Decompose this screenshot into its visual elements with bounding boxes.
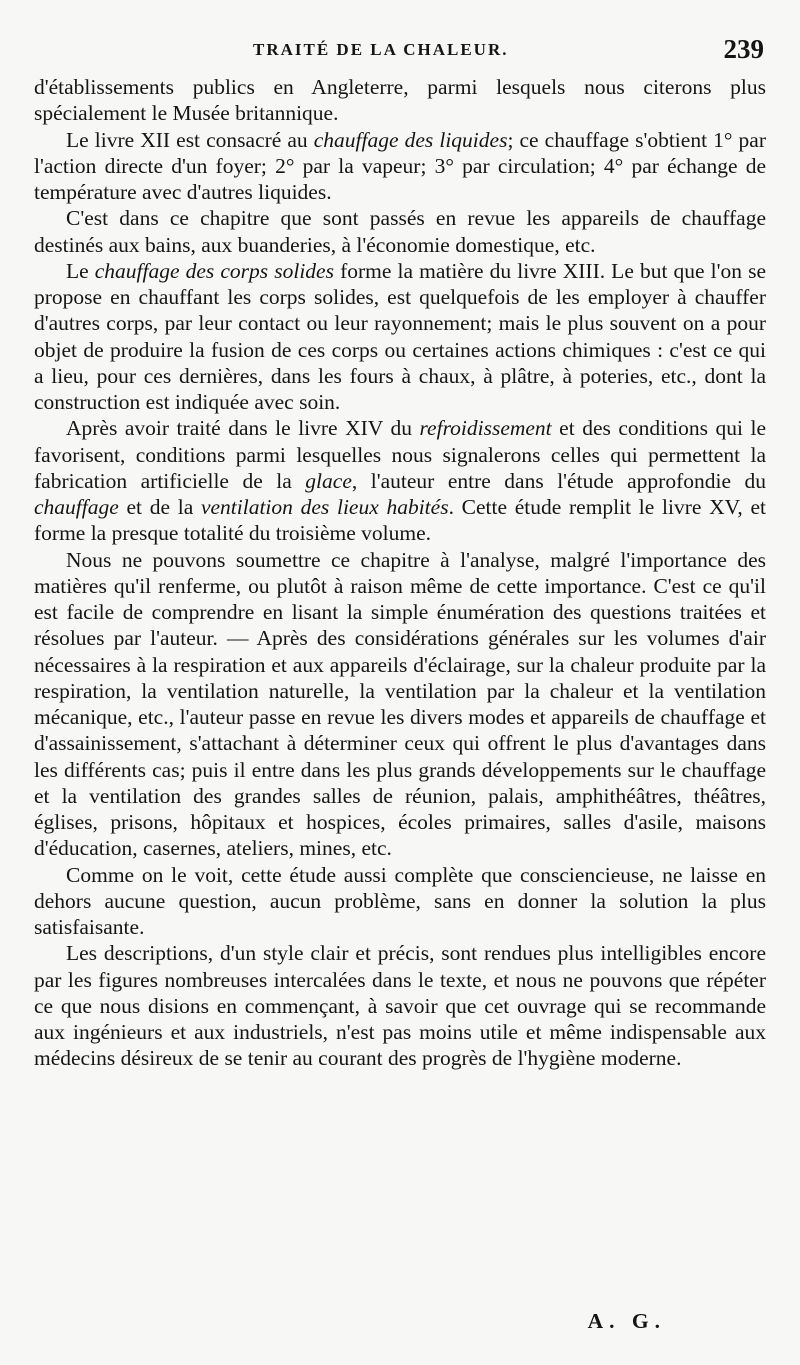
paragraph-5-emphasis-4: ventilation des lieux habités <box>200 495 449 519</box>
paragraph-5-text-a: Après avoir traité dans le livre XIV du <box>66 416 420 441</box>
author-signature: A. G. <box>587 1309 666 1333</box>
running-title: TRAITÉ DE LA CHALEUR. <box>253 40 509 59</box>
paragraph-5-text-c: , l'auteur entre dans l'étude approfondie du <box>351 468 766 493</box>
paragraph-5-emphasis-3: chauffage <box>34 495 119 519</box>
paragraph-5-text-e: . Cette étude remplit le livre XV, et forme la presque totalité du troisième volume. <box>34 495 766 546</box>
paragraph-5-emphasis-1: refroidissement <box>419 416 552 441</box>
paragraph-4-text-b: forme la matière du livre XIII. Le but que l'on se propose en chauffant les corps solides, est quelquefois de les employer à chauffer d'autres corps, par leur contact ou leur rayonnement; mais le plus souvent on a pour objet de produire la fusion de ces corps ou certaines actions chimiques : c'est ce qui a lieu, pour ces dernières, dans les fours à chaux, à plâtre, à poteries, etc., dont la construction est indiquée avec soin. <box>34 258 766 414</box>
paragraph-5 <box>34 415 766 546</box>
page-number: 239 <box>723 34 764 64</box>
paragraph-8 <box>34 940 766 1071</box>
paragraph-6 <box>34 547 766 862</box>
paragraph-4 <box>34 258 766 416</box>
paragraph-5-emphasis-2: glace <box>305 468 352 493</box>
paragraph-7-text: Comme on le voit, cette étude aussi complète que consciencieuse, ne laisse en dehors aucune question, aucun problème, sans en donner la solution la plus satisfaisante. <box>34 862 766 939</box>
paragraph-3 <box>34 205 766 258</box>
paragraph-1-text: d'établissements publics en Angleterre, parmi lesquels nous citerons plus spécialement le Musée britannique. <box>34 75 766 126</box>
paragraph-4-text-a: Le <box>66 258 95 283</box>
paragraph-6-text: Nous ne pouvons soumettre ce chapitre à l'analyse, malgré l'importance des matières qu'il renferme, ou plutôt à raison même de cette importance. C'est ce qu'il est facile de comprendre en lisant la simple énumération des questions traitées et résolues par l'auteur. — Après des considérations générales sur les volumes d'air nécessaires à la respiration et aux appareils d'éclairage, sur la chaleur produite par la respiration, la ventilation naturelle, la ventilation par la chaleur et la ventilation mécanique, etc., l'auteur passe en revue les divers modes et appareils de chauffage et d'assainissement, s'attachant à déterminer ceux qui offrent le plus d'avantages dans les différents cas; puis il entre dans les plus grands développements sur le chauffage et la ventilation des grandes salles de réunion, palais, amphithéâtres, théâtres, églises, prisons, hôpitaux et hospices, écoles primaires, salles d'asile, maisons d'éducation, casernes, ateliers, mines, etc. <box>34 547 766 861</box>
paragraph-1 <box>34 74 766 127</box>
paragraph-4-emphasis: chauffage des corps solides <box>94 258 334 283</box>
body-text <box>34 74 766 1072</box>
paragraph-5-text-d: et de la <box>118 495 201 519</box>
paragraph-3-text: C'est dans ce chapitre que sont passés en revue les appareils de chauffage destinés aux bains, aux buanderies, à l'économie domestique, etc. <box>34 206 766 257</box>
paragraph-8-text: Les descriptions, d'un style clair et précis, sont rendues plus intelligibles encore par les figures nombreuses intercalées dans le texte, et nous ne pouvons que répéter ce que nous disions en commençant, à savoir que cet ouvrage qui se recommande aux ingénieurs et aux industriels, n'est pas moins utile et même indispensable aux médecins désireux de se tenir au courant des progrès de l'hygiène moderne. <box>34 941 766 1071</box>
paragraph-2-emphasis: chauffage des liquides <box>313 127 508 152</box>
paragraph-5-text-b: et des conditions qui le favorisent, conditions parmi lesquelles nous signalerons celles qui permettent la fabrication artificielle de la <box>34 416 766 493</box>
paragraph-2-text-b: ; ce chauffage s'obtient 1° par l'action directe d'un foyer; 2° par la vapeur; 3° par circulation; 4° par échange de température avec d'autres liquides. <box>34 127 767 204</box>
paragraph-2-text-a: Le livre XII est consacré au <box>66 127 314 152</box>
page-header <box>38 34 764 64</box>
paragraph-7 <box>34 862 766 941</box>
paragraph-2 <box>34 127 766 206</box>
